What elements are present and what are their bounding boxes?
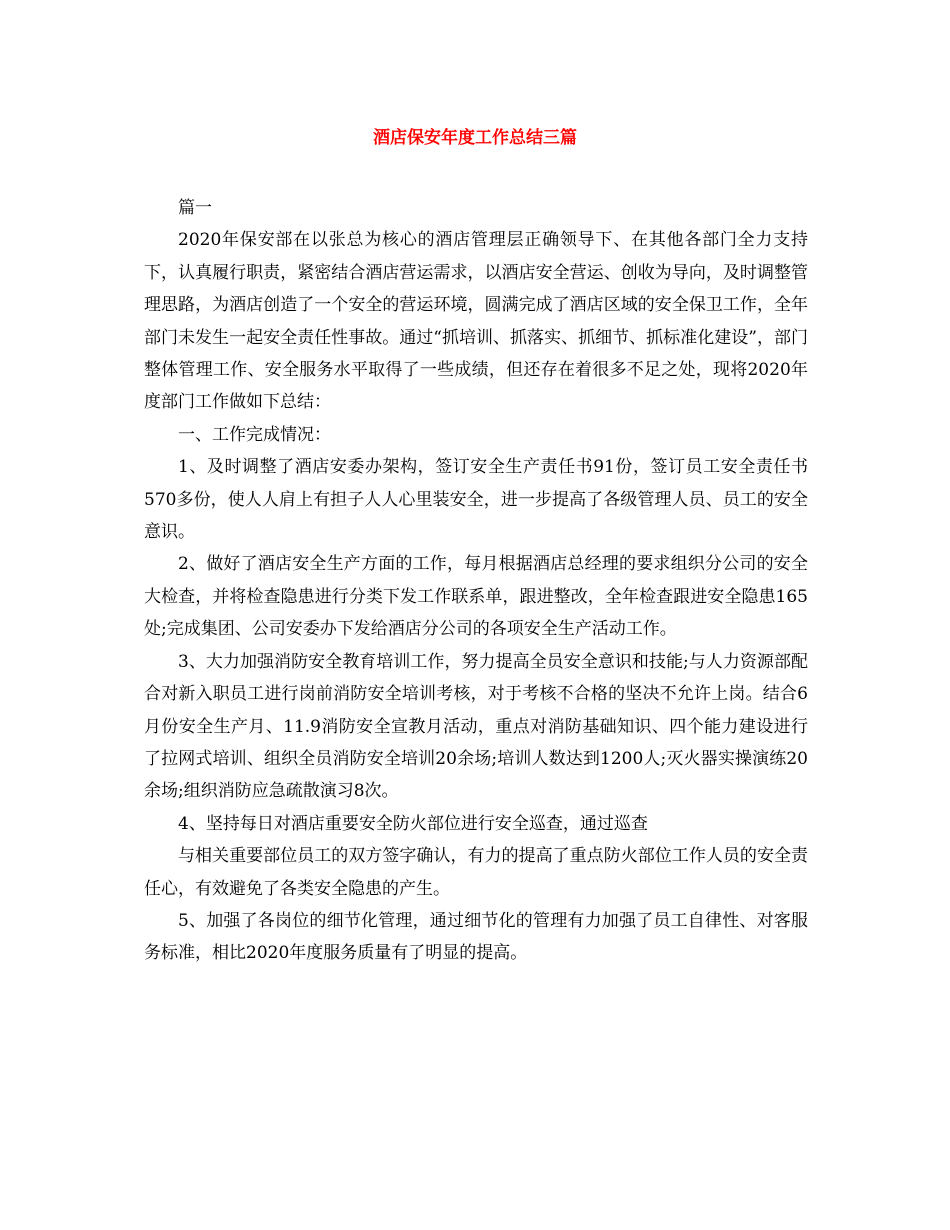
section-label: 篇一 (178, 198, 212, 218)
paragraph-item-4-continued: 与相关重要部位员工的双方签字确认，有力的提高了重点防火部位工作人员的安全责任心，有效避免了各类安全隐患的产生。 (144, 846, 808, 899)
paragraph-item-3: 3、大力加强消防安全教育培训工作，努力提高全员安全意识和技能;与人力资源部配合对新入职员工进行岗前消防安全培训考核，对于考核不合格的坚决不允许上岗。结合6月份安全生产月、11.9消防安全宣教月活动，重点对消防基础知识、四个能力建设进行了拉网式培训、组织全员消防安全培训20余场;培训人数达到1200人;灭火器实操演练20余场;组织消防应急疏散演习8次。 (144, 651, 808, 802)
paragraph-item-1: 1、及时调整了酒店安委办架构，签订安全生产责任书91份，签订员工安全责任书570多份，使人人肩上有担子人人心里装安全，进一步提高了各级管理人员、员工的安全意识。 (144, 457, 808, 543)
paragraph-item-2: 2、做好了酒店安全生产方面的工作，每月根据酒店总经理的要求组织分公司的安全大检查，并将检查隐患进行分类下发工作联系单，跟进整改，全年检查跟进安全隐患165处;完成集团、公司安委办下发给酒店分公司的各项安全生产活动工作。 (144, 554, 808, 640)
document-body (144, 192, 808, 970)
paragraph-item-4: 4、坚持每日对酒店重要安全防火部位进行安全巡查，通过巡查 (178, 813, 648, 834)
paragraph-intro: 2020年保安部在以张总为核心的酒店管理层正确领导下、在其他各部门全力支持下，认真履行职责，紧密结合酒店营运需求，以酒店安全营运、创收为导向，及时调整管理思路，为酒店创造了一个安全的营运环境，圆满完成了酒店区域的安全保卫工作，全年部门未发生一起安全责任性事故。通过“抓培训、抓落实、抓细节、抓标准化建设”，部门整体管理工作、安全服务水平取得了一些成绩，但还存在着很多不足之处，现将2020年度部门工作做如下总结： (144, 230, 808, 413)
section-heading: 一、工作完成情况： (178, 424, 331, 445)
document-title: 酒店保安年度工作总结三篇 (373, 128, 577, 148)
paragraph-item-5: 5、加强了各岗位的细节化管理，通过细节化的管理有力加强了员工自律性、对客服务标准，相比2020年度服务质量有了明显的提高。 (144, 910, 808, 964)
